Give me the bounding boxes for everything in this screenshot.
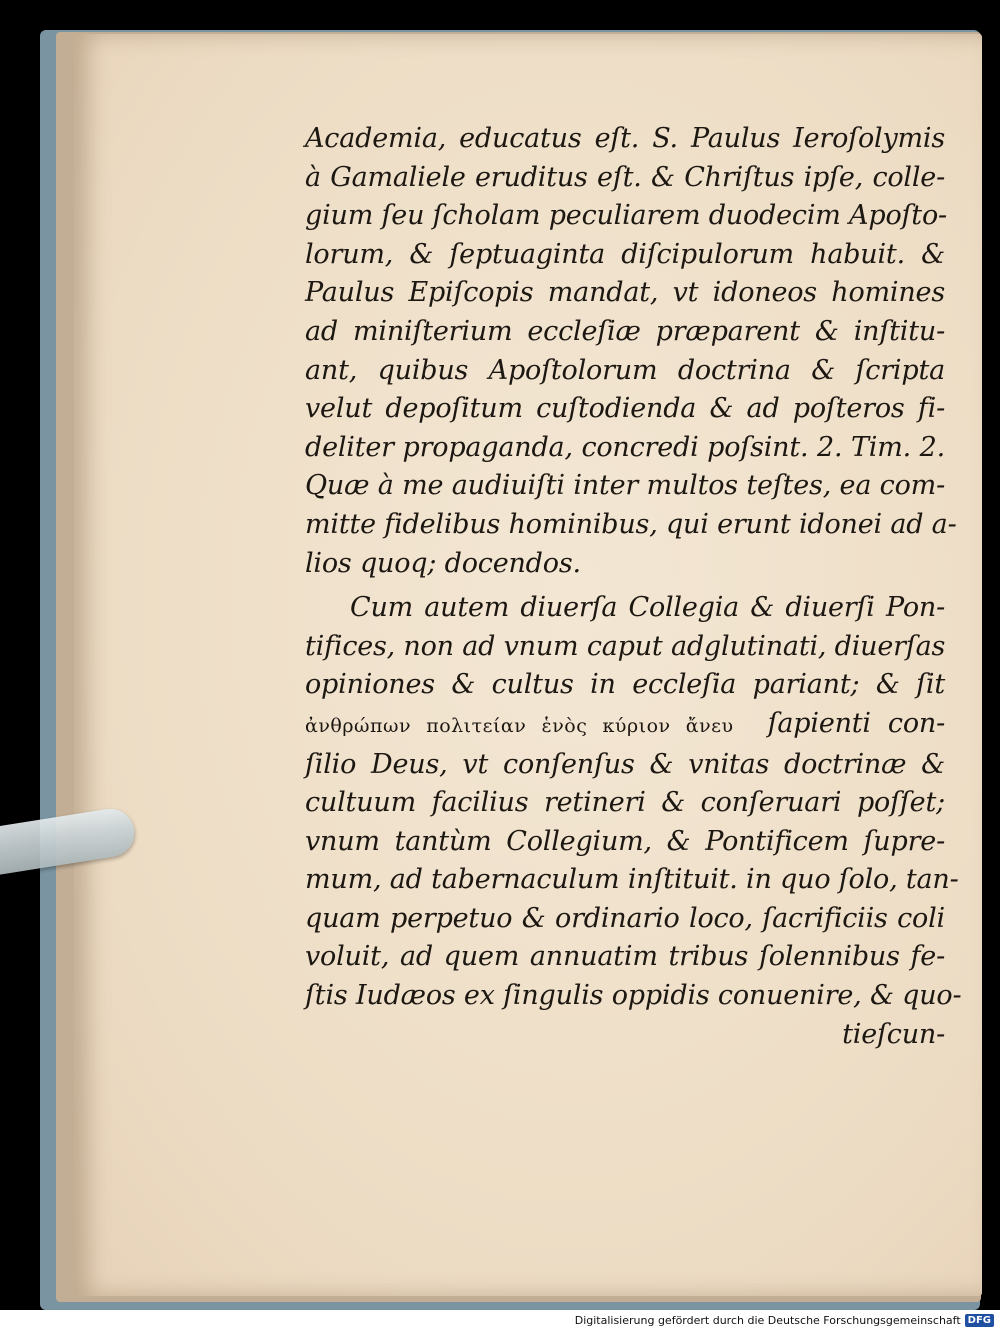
text-line: ad miniſterium eccleſiæ præparent & inſtitu- <box>305 315 945 347</box>
text-line: à Gamaliele eruditus eſt. & Chriſtus ipſe, colle- <box>305 161 945 193</box>
funding-credit: Digitalisierung gefördert durch die Deutsche Forschungsgemeinschaft <box>574 1313 961 1327</box>
text-line: voluit, ad quem annuatim tribus ſolennibus fe- <box>305 941 945 973</box>
footer-bar <box>0 1310 1000 1330</box>
text-line: Cum autem diuerſa Collegia & diuerſi Pon- <box>350 592 945 624</box>
text-line: ant, quibus Apoſtolorum doctrina & ſcripta <box>305 354 945 386</box>
text-line: lorum, & ſeptuaginta diſcipulorum habuit. & <box>305 238 945 270</box>
text-fragment: ſapienti con- <box>767 707 945 739</box>
text-line: lios quoq; docendos. <box>305 547 581 579</box>
text-line: Academia, educatus eſt. S. Paulus Ieroſolymis <box>305 123 945 154</box>
text-line: Paulus Epiſcopis mandat, vt idoneos homines <box>305 277 945 309</box>
greek-phrase: ἀνθρώπων πολιτείαν ἑνὸς κύριον ἄνευ <box>305 714 734 737</box>
text-line: deliter propaganda, concredi poſsint. 2. Tim. 2. <box>305 431 945 463</box>
dfg-logo: DFG <box>965 1314 994 1327</box>
text-line: tifices, non ad vnum caput adglutinati, diuerſas <box>305 630 946 662</box>
text-line: mitte fidelibus hominibus, qui erunt idonei ad a- <box>305 508 957 540</box>
text-line: quam perpetuo & ordinario loco, ſacrificiis coli <box>305 902 945 934</box>
text-line-with-greek <box>305 705 945 746</box>
text-line: opiniones & cultus in eccleſia pariant; & ſit <box>305 669 945 701</box>
text-line: Quæ à me audiuiſti inter multos teſtes, ea com- <box>305 470 945 502</box>
text-line: gium ſeu ſcholam peculiarem duodecim Apoſto- <box>305 200 947 232</box>
text-line: mum, ad tabernaculum inſtituit. in quo ſolo, tan- <box>305 864 959 896</box>
text-line: cultuum facilius retineri & conſeruari poſſet; <box>305 787 945 819</box>
text-line: velut depoſitum cuſtodienda & ad poſteros fi- <box>305 393 945 425</box>
page-text <box>305 120 962 1054</box>
text-line: ſilio Deus, vt conſenſus & vnitas doctrinæ & <box>305 748 945 780</box>
catchword: tieſcun- <box>842 1018 945 1050</box>
text-line: ſtis Iudæos ex ſingulis oppidis conuenire, & quo- <box>305 980 962 1012</box>
text-line: vnum tantùm Collegium, & Pontificem ſupre- <box>305 825 945 857</box>
